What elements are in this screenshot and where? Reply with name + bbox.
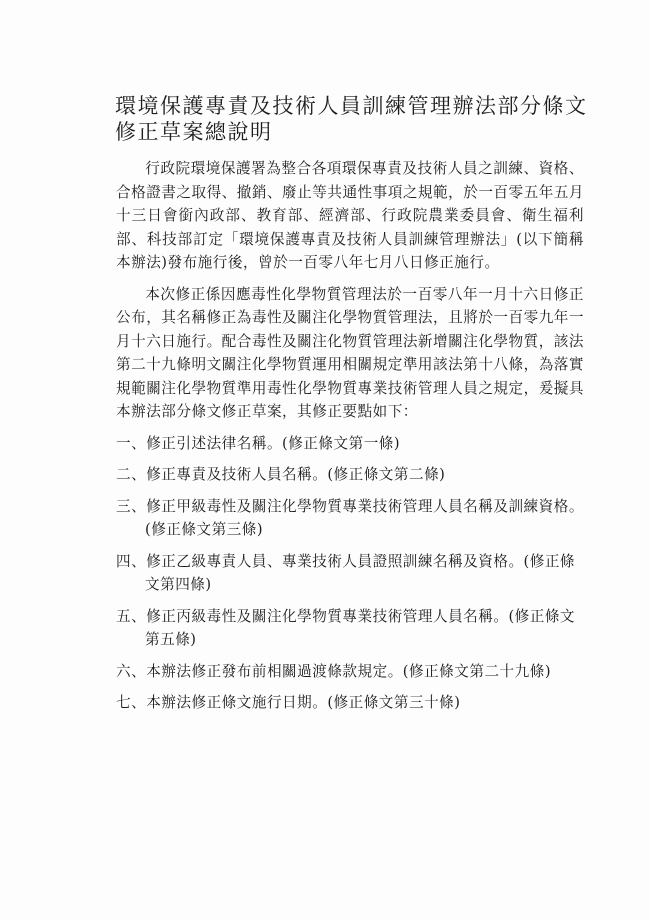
amendment-point-2: 二、修正專責及技術人員名稱。(修正條文第二條) [116,466,446,483]
intro-paragraph: 行政院環境保護署為整合各項環保專責及技術人員之訓練、資格、合格證書之取得、撤銷、廢止等共通性事項之規範，於一百零五年五月十三日會銜內政部、教育部、經濟部、行政院農業委員會、衛生福利部、科技部訂定「環境保護專責及技術人員訓練管理辦法」(以下簡稱本辦法)發布施行後，曾於一百零八年七月八日修正施行。 [116,160,584,271]
document-title: 環境保護專責及技術人員訓練管理辦法部分條文修正草案總說明 [115,94,588,144]
amendment-point-5: 五、修正丙級毒性及關注化學物質專業技術管理人員名稱。(修正條文第五條) [116,607,576,648]
amendment-point-7: 七、本辦法修正條文施行日期。(修正條文第三十條) [116,694,461,711]
amendment-paragraph: 本次修正係因應毒性化學物質管理法於一百零八年一月十六日修正公布，其名稱修正為毒性及關注化學物質管理法，且將於一百零九年一月十六日施行。配合毒性及關注化物質管理法新增關注化學物質，該法第二十九條明文關注化學物質運用相關規定準用該法第十八條，為落實規範關注化學物質準用毒性化學物質專業技術管理人員之規定，爰擬具本辦法部分條文修正草案，其修正要點如下： [116,285,584,420]
amendment-point-4: 四、修正乙級專責人員、專業技術人員證照訓練名稱及資格。(修正條文第四條) [116,552,576,593]
amendment-points-list [116,432,584,715]
amendment-point-6: 六、本辦法修正發布前相關過渡條款規定。(修正條文第二十九條) [116,662,552,680]
amendment-point-3: 三、修正甲級毒性及關注化學物質專業技術管理人員名稱及訓練資格。(修正條文第三條) [116,497,584,538]
amendment-point-1: 一、修正引述法律名稱。(修正條文第一條) [116,434,401,452]
document-body [116,157,584,723]
